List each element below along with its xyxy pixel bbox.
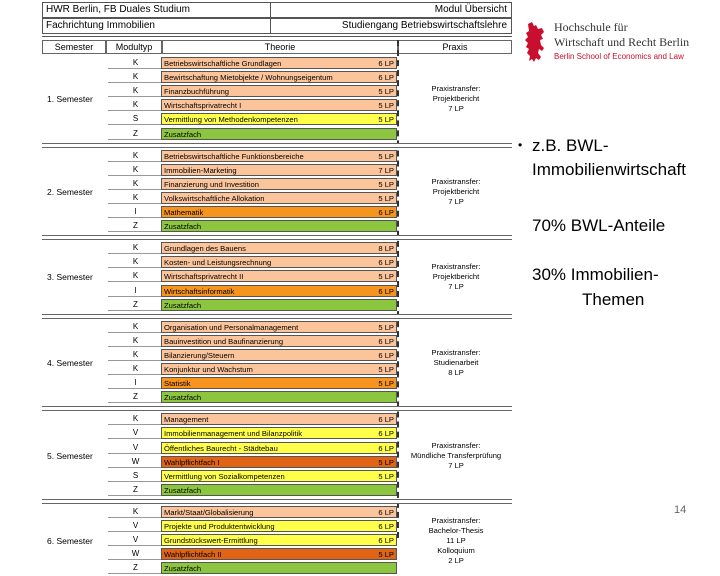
module-row <box>161 220 397 232</box>
bullet-1-line-2: Immobilienwirtschaft <box>532 160 686 179</box>
module-name: Zusatzfach <box>164 300 202 310</box>
module-lp: 5 LP <box>378 379 394 389</box>
module-lp: 7 LP <box>378 165 394 175</box>
module-name: Zusatzfach <box>164 393 202 403</box>
praxis-line: Praxistransfer: <box>431 347 481 357</box>
bullet-item-3-line-2: Themen <box>582 290 645 309</box>
module-name: Wirtschaftsprivatrecht I <box>164 101 242 111</box>
module-type: Z <box>108 484 163 496</box>
module-lp: 5 LP <box>378 272 394 282</box>
col-modultyp: Modultyp <box>106 40 162 54</box>
module-lp: 6 LP <box>378 73 394 83</box>
praxis-line: Praxistransfer: <box>431 516 481 526</box>
module-lp: 5 LP <box>378 365 394 374</box>
module-lp: 6 LP <box>378 336 394 346</box>
module-name: Organisation und Personalmanagement <box>164 322 299 332</box>
module-type: K <box>108 349 163 361</box>
module-name: Bilanzierung/Steuern <box>164 350 235 360</box>
praxis-line: Mündliche Transferprüfung <box>410 450 502 460</box>
module-row <box>161 150 397 162</box>
bullet-item-3-line-1: 30% Immobilien- <box>532 265 659 284</box>
module-type: I <box>108 285 163 297</box>
module-row <box>161 256 397 268</box>
praxis-cell <box>402 150 510 235</box>
module-lp: 6 LP <box>378 536 394 546</box>
module-row <box>161 391 397 403</box>
module-lp: 5 LP <box>378 179 394 189</box>
praxis-line: Praxistransfer: <box>431 84 481 94</box>
module-type: K <box>108 363 163 375</box>
institution-header <box>42 2 272 18</box>
module-name: Kosten- und Leistungsrechnung <box>164 258 272 268</box>
col-praxis: Praxis <box>398 40 512 54</box>
module-row <box>161 321 397 333</box>
module-lp: 5 LP <box>378 550 394 560</box>
module-type: Z <box>108 299 163 311</box>
module-type: S <box>108 470 163 482</box>
module-name: Zusatzfach <box>164 564 202 574</box>
title-text: Modul Übersicht <box>434 4 507 15</box>
praxis-cell <box>402 57 510 142</box>
praxis-line: 7 LP <box>448 460 464 470</box>
module-type: W <box>108 548 163 560</box>
praxis-line: 2 LP <box>448 556 464 566</box>
module-lp: 5 LP <box>378 322 394 332</box>
module-row <box>161 192 397 204</box>
module-name: Zusatzfach <box>164 485 202 495</box>
module-lp: 6 LP <box>378 59 394 68</box>
module-row <box>161 270 397 282</box>
studiengang-text: Studiengang Betriebswirtschaftslehre <box>341 20 507 31</box>
module-name: Konjunktur und Wachstum <box>164 365 253 374</box>
praxis-line: 7 LP <box>448 282 464 292</box>
module-type: Z <box>108 391 163 403</box>
dashed-divider-left <box>397 40 399 538</box>
module-name: Zusatzfach <box>164 129 202 139</box>
praxis-line: Praxistransfer: <box>431 262 481 272</box>
module-row <box>161 377 397 389</box>
module-row <box>161 113 397 125</box>
module-name: Volkswirtschaftliche Allokation <box>164 193 265 203</box>
module-type: K <box>108 506 163 518</box>
module-type: I <box>108 206 163 218</box>
module-name: Statistik <box>164 379 191 389</box>
module-type: K <box>108 178 163 190</box>
praxis-cell <box>402 506 510 576</box>
logo-line3: Berlin School of Economics and Law <box>554 52 684 61</box>
module-type: K <box>108 71 163 83</box>
bullet-item-2: 70% BWL-Anteile <box>532 216 666 235</box>
praxis-line: Praxistransfer: <box>431 176 481 186</box>
module-name: Grundstückswert-Ermittlung <box>164 536 258 546</box>
semester-label: 1. Semester <box>47 94 93 105</box>
module-row <box>161 484 397 496</box>
module-name: Wirtschaftsprivatrecht II <box>164 272 244 282</box>
module-row <box>161 71 397 83</box>
module-type: S <box>108 113 163 125</box>
semester-label: 2. Semester <box>47 186 93 197</box>
module-row <box>161 506 397 518</box>
module-row <box>161 206 397 218</box>
module-row <box>161 285 397 297</box>
semester-label: 3. Semester <box>47 272 93 283</box>
module-name: Wahlpflichtfach I <box>164 457 220 467</box>
module-row <box>161 164 397 176</box>
module-type: V <box>108 534 163 546</box>
module-lp: 6 LP <box>378 286 394 296</box>
module-type: Z <box>108 128 163 140</box>
module-row <box>161 548 397 560</box>
divider <box>42 36 512 37</box>
semester-separator <box>42 314 512 319</box>
module-type: V <box>108 427 163 439</box>
module-name: Finanzierung und Investition <box>164 179 259 189</box>
semester-label: 5. Semester <box>47 450 93 461</box>
module-row <box>161 85 397 97</box>
praxis-line: 7 LP <box>448 196 464 206</box>
module-lp: 6 LP <box>378 208 394 217</box>
module-name: Projekte und Produktentwicklung <box>164 522 275 531</box>
module-lp: 6 LP <box>378 507 394 517</box>
module-row <box>161 413 397 425</box>
hwr-logo <box>522 20 720 70</box>
praxis-line: Projektbericht <box>432 94 480 104</box>
module-lp: 5 LP <box>378 101 394 111</box>
praxis-cell <box>402 321 510 406</box>
studiengang-header <box>270 18 512 34</box>
module-name: Finanzbuchführung <box>164 87 230 97</box>
module-row <box>161 520 397 532</box>
module-type: W <box>108 456 163 468</box>
module-overview-table <box>42 2 512 574</box>
module-lp: 5 LP <box>378 457 394 467</box>
praxis-line: Projektbericht <box>432 272 480 282</box>
module-name: Immobilien-Marketing <box>164 165 237 175</box>
praxis-cell <box>402 413 510 498</box>
semester-label: 6. Semester <box>47 536 93 547</box>
module-type: K <box>108 150 163 162</box>
module-lp: 5 LP <box>378 151 394 161</box>
berlin-bear-icon <box>522 20 548 66</box>
module-type: K <box>108 85 163 97</box>
module-type: K <box>108 192 163 204</box>
module-type: K <box>108 413 163 425</box>
module-lp: 6 LP <box>378 443 394 453</box>
module-row <box>161 363 397 375</box>
module-type: K <box>108 270 163 282</box>
module-row <box>161 335 397 347</box>
module-name: Bauinvestition und Baufinanzierung <box>164 336 284 346</box>
module-lp: 6 LP <box>378 258 394 268</box>
module-type: I <box>108 377 163 389</box>
semester-separator <box>42 235 512 240</box>
module-name: Mathematik <box>164 208 204 217</box>
module-name: Zusatzfach <box>164 222 202 232</box>
module-lp: 6 LP <box>378 522 394 531</box>
module-lp: 6 LP <box>378 350 394 360</box>
module-name: Management <box>164 415 209 425</box>
semester-label: 4. Semester <box>47 358 93 368</box>
praxis-line: Projektbericht <box>432 186 480 196</box>
module-name: Bewirtschaftung Mietobjekte / Wohnungseigentum <box>164 73 333 83</box>
praxis-line: 7 LP <box>448 104 464 114</box>
module-type: K <box>108 164 163 176</box>
module-type: V <box>108 520 163 532</box>
module-type: K <box>108 57 163 69</box>
semester-separator <box>42 406 512 411</box>
module-lp: 5 LP <box>378 193 394 203</box>
fachrichtung-header <box>42 18 272 34</box>
module-lp: 6 LP <box>378 429 394 439</box>
module-type: Z <box>108 220 163 232</box>
logo-line1: Hochschule für <box>554 20 628 34</box>
title-header <box>270 2 512 18</box>
module-lp: 5 LP <box>378 471 394 481</box>
module-type: K <box>108 99 163 111</box>
page-number: 14 <box>674 504 687 516</box>
module-type: K <box>108 256 163 268</box>
fachrichtung-text: Fachrichtung Immobilien <box>46 20 155 31</box>
module-row <box>161 442 397 454</box>
module-row <box>161 534 397 546</box>
module-row <box>161 349 397 361</box>
module-name: Vermittlung von Sozialkompetenzen <box>164 471 285 481</box>
module-type: K <box>108 242 163 254</box>
module-lp: 8 LP <box>378 244 394 254</box>
praxis-line: Bachelor-Thesis <box>428 526 484 536</box>
semester-separator <box>42 143 512 148</box>
module-row <box>161 470 397 482</box>
institution-text: HWR Berlin, FB Duales Studium <box>46 4 190 15</box>
module-lp: 5 LP <box>378 115 394 125</box>
module-name: Markt/Staat/Globalisierung <box>164 507 254 517</box>
module-row <box>161 562 397 574</box>
semester-separator <box>42 499 512 504</box>
module-row <box>161 427 397 439</box>
module-row <box>161 178 397 190</box>
module-name: Öffentliches Baurecht - Städtebau <box>164 443 278 453</box>
praxis-line: 8 LP <box>448 367 464 377</box>
module-row <box>161 99 397 111</box>
module-row <box>161 128 397 140</box>
praxis-cell <box>402 242 510 313</box>
module-type: K <box>108 321 163 333</box>
praxis-line: Kolloquium <box>437 546 475 556</box>
module-name: Wahlpflichtfach II <box>164 550 222 560</box>
praxis-line: Praxistransfer: <box>431 440 481 450</box>
module-row <box>161 57 397 69</box>
praxis-line: 11 LP <box>446 536 466 546</box>
module-type: K <box>108 335 163 347</box>
module-lp: 5 LP <box>378 87 394 97</box>
module-name: Vermittlung von Methodenkompetenzen <box>164 115 298 125</box>
col-semester: Semester <box>42 40 106 54</box>
bullet-dot-icon: • <box>518 138 523 152</box>
module-name: Betriebswirtschaftliche Grundlagen <box>164 59 282 68</box>
bullet-1-line-1: z.B. BWL- <box>532 136 609 155</box>
module-name: Grundlagen des Bauens <box>164 244 246 254</box>
module-type: Z <box>108 562 163 574</box>
module-name: Immobilienmanagement und Bilanzpolitik <box>164 429 303 439</box>
logo-line2: Wirtschaft und Recht Berlin <box>554 35 690 49</box>
module-lp: 6 LP <box>378 415 394 425</box>
praxis-line: Studienarbeit <box>433 357 479 367</box>
module-name: Betriebswirtschaftliche Funktionsbereiche <box>164 151 304 161</box>
module-row <box>161 242 397 254</box>
col-theorie: Theorie <box>162 40 398 54</box>
module-name: Wirtschaftsinformatik <box>164 286 235 296</box>
module-type: V <box>108 442 163 454</box>
module-row <box>161 299 397 311</box>
module-row <box>161 456 397 468</box>
